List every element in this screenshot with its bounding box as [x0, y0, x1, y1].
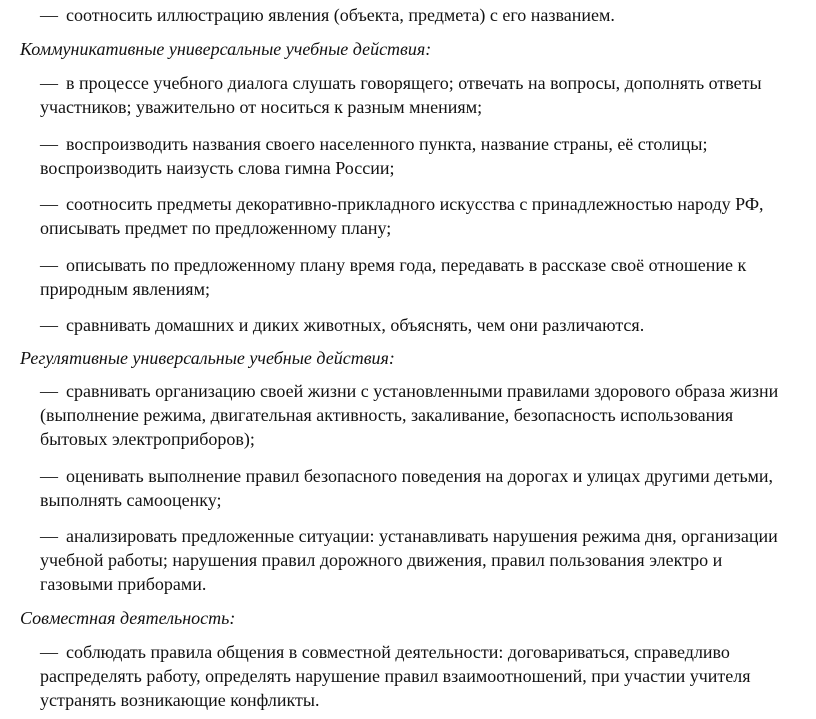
dash-marker: — [40, 381, 58, 401]
list-item-continuation: описывать предмет по предложенному плану; [40, 218, 392, 238]
dash-marker: — [40, 194, 58, 214]
list-item-text: соотносить иллюстрацию явления (объекта, предмета) с его названием. [66, 5, 615, 25]
list-item-continuation: учебной работы; нарушения правил дорожного движения, правил пользования электро и [40, 550, 723, 570]
list-item [40, 193, 764, 215]
list-item-continuation: устранять возникающие конфликты. [40, 690, 320, 710]
dash-marker: — [40, 642, 58, 662]
list-item-text: оценивать выполнение правил безопасного поведения на дорогах и улицах другими детьми, [66, 466, 774, 486]
dash-marker: — [40, 466, 58, 486]
list-item-continuation: участников; уважительно от носиться к разным мнениям; [40, 97, 483, 117]
dash-marker: — [40, 73, 58, 93]
list-item-text: в процессе учебного диалога слушать говорящего; отвечать на вопросы, дополнять ответы [66, 73, 762, 93]
list-item-text: анализировать предложенные ситуации: устанавливать нарушения режима дня, организации [66, 526, 778, 546]
section-heading-regulatory: Регулятивные универсальные учебные действия: [20, 348, 395, 368]
list-item-continuation: газовыми приборами. [40, 574, 207, 594]
list-item-continuation: бытовых электроприборов); [40, 429, 255, 449]
list-item [40, 254, 746, 276]
list-item [40, 72, 762, 94]
list-item-text: соблюдать правила общения в совместной деятельности: договариваться, справедливо [66, 642, 730, 662]
list-item-continuation: природным явлениям; [40, 279, 210, 299]
list-item-text: соотносить предметы декоративно-прикладного искусства с принадлежностью народу РФ, [66, 194, 764, 214]
list-item [40, 525, 778, 547]
list-item-continuation: выполнять самооценку; [40, 490, 222, 510]
dash-marker: — [40, 315, 58, 335]
dash-marker: — [40, 134, 58, 154]
section-heading-joint-activity: Совместная деятельность: [20, 608, 236, 628]
list-item [40, 465, 773, 487]
list-item-continuation: воспроизводить наизусть слова гимна России; [40, 158, 395, 178]
list-item [40, 380, 778, 402]
list-item-text: описывать по предложенному плану время года, передавать в рассказе своё отношение к [66, 255, 747, 275]
list-item-continuation: распределять работу, определять нарушение правил взаимоотношений, при участии учителя [40, 666, 751, 686]
dash-marker: — [40, 255, 58, 275]
list-item-text: воспроизводить названия своего населенного пункта, название страны, её столицы; [66, 134, 708, 154]
list-item-continuation: (выполнение режима, двигательная активность, закаливание, безопасность использования [40, 405, 734, 425]
list-item-text: сравнивать домашних и диких животных, объяснять, чем они различаются. [66, 315, 645, 335]
dash-marker: — [40, 5, 58, 25]
list-item [40, 314, 644, 336]
section-heading-communicative: Коммуникативные универсальные учебные действия: [20, 39, 432, 59]
list-item [40, 641, 730, 663]
list-item [40, 133, 708, 155]
list-item [40, 4, 615, 26]
dash-marker: — [40, 526, 58, 546]
list-item-text: сравнивать организацию своей жизни с установленными правилами здорового образа жизни [66, 381, 779, 401]
